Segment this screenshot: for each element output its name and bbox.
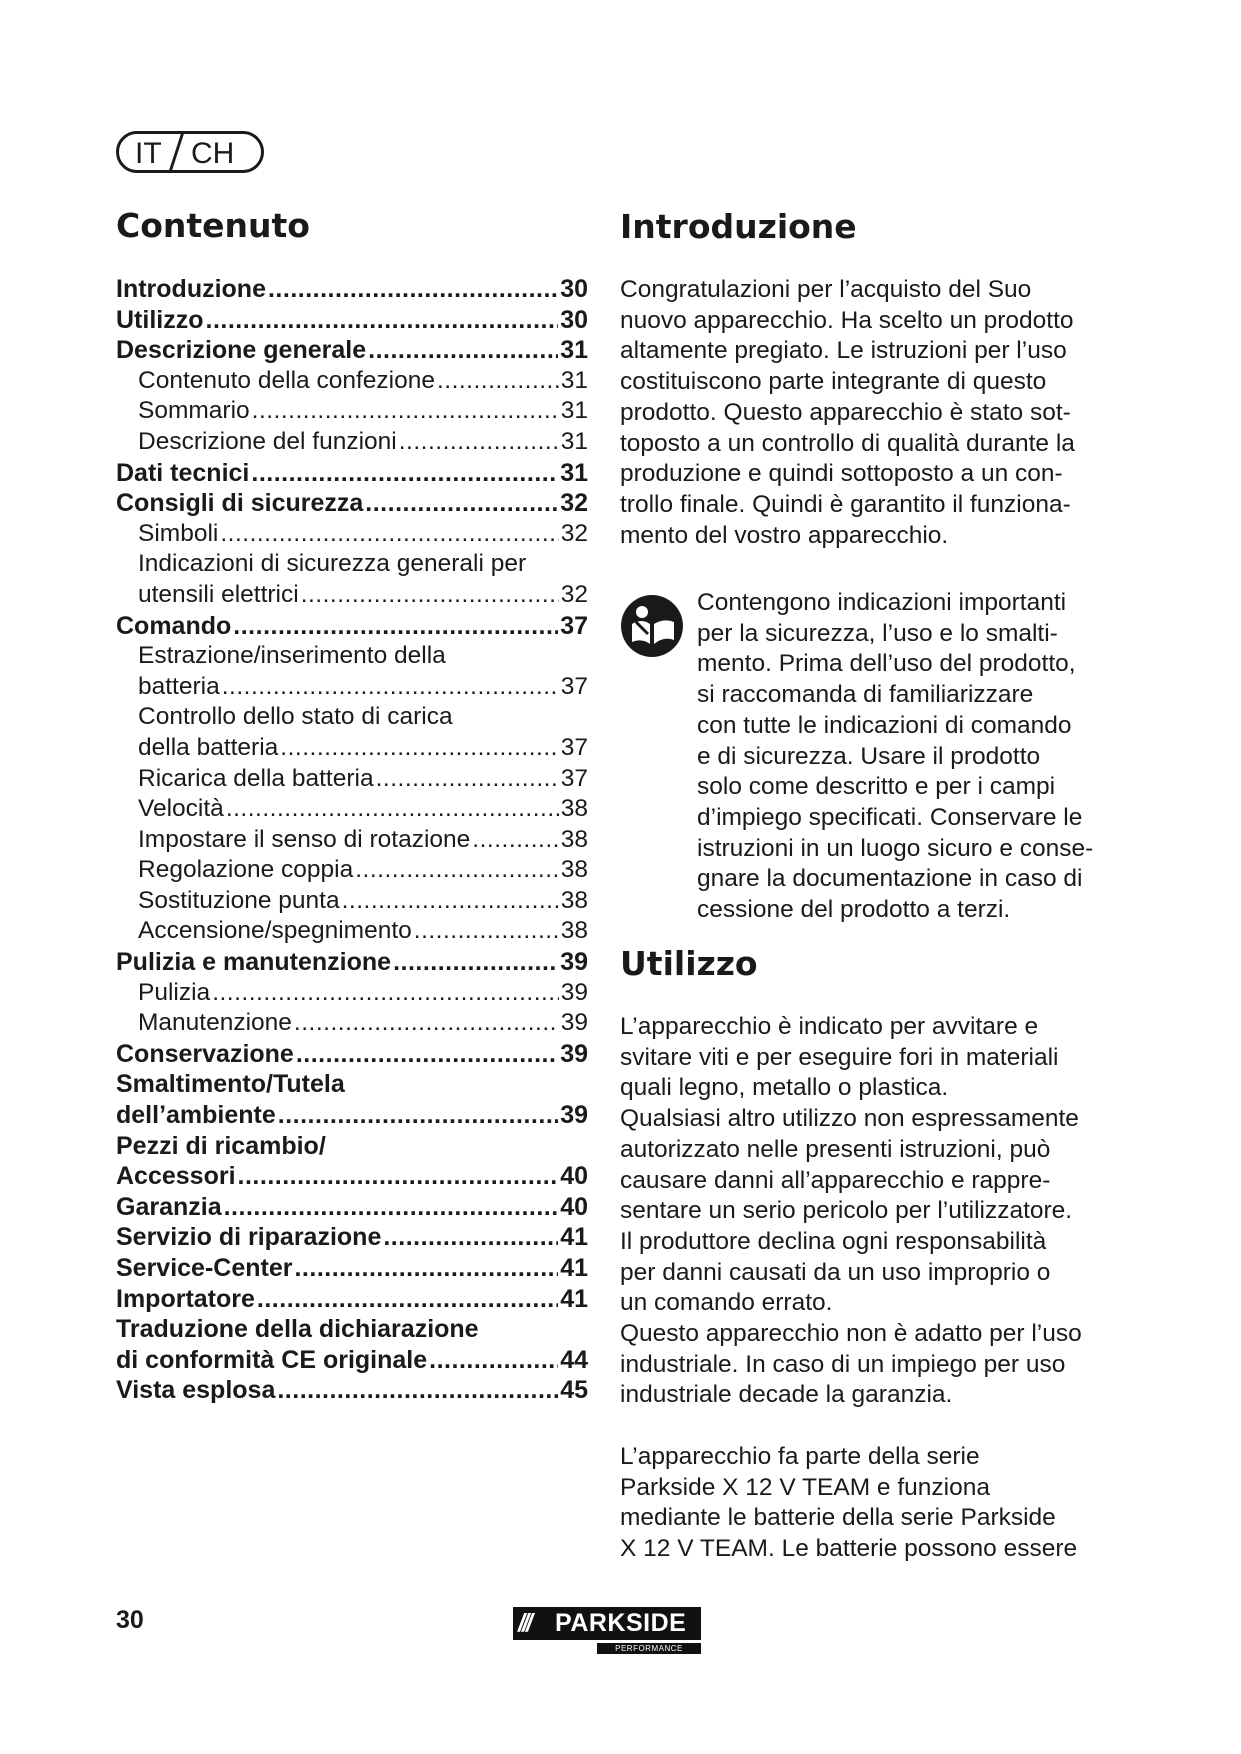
note-text-line: con tutte le indicazioni di comando <box>697 711 1072 739</box>
toc-entry-title: Simboli <box>138 519 219 547</box>
note-text-line: Contengono indicazioni importanti <box>697 589 1067 616</box>
toc-entry <box>116 520 588 551</box>
language-code-it: IT <box>135 137 162 170</box>
toc-entry <box>116 1346 588 1377</box>
toc-dot-leader <box>268 275 558 304</box>
toc-entry-page: 38 <box>560 917 588 945</box>
toc-dot-leader <box>355 856 559 884</box>
toc-dot-leader <box>342 887 559 915</box>
intro-paragraph <box>620 275 1100 551</box>
toc-entry-title: Dati tecnici <box>116 458 250 487</box>
toc-entry-title: della batteria <box>138 733 279 761</box>
toc-entry <box>116 1162 588 1193</box>
toc-dot-leader <box>365 489 558 518</box>
note-text-line: solo come descritto e per i campi <box>697 773 1056 801</box>
toc-dot-leader <box>212 979 559 1007</box>
toc-entry-page: 31 <box>560 366 588 394</box>
toc-entry-page: 39 <box>560 1039 588 1068</box>
toc-dot-leader <box>224 1193 559 1222</box>
toc-entry <box>116 489 588 520</box>
toc-entry-title: Controllo dello stato di carica <box>138 703 453 731</box>
toc-entry-title: Accensione/spegnimento <box>138 917 412 945</box>
toc-entry-page: 37 <box>560 672 588 700</box>
table-of-contents <box>116 275 588 1407</box>
toc-entry <box>116 1132 588 1163</box>
toc-entry-title: utensili elettrici <box>138 580 299 608</box>
use-text-line: X 12 V TEAM. Le batterie possono essere <box>620 1534 1078 1562</box>
read-manual-icon <box>620 594 684 658</box>
toc-dot-leader <box>437 367 559 395</box>
toc-dot-leader <box>206 306 559 335</box>
toc-entry-title: Traduzione della dichiarazione <box>116 1315 479 1344</box>
note-text-line: per la sicurezza, l’uso e lo smalti- <box>697 619 1058 647</box>
toc-entry-page: 32 <box>560 580 588 608</box>
toc-entry-page: 38 <box>560 856 588 884</box>
toc-entry <box>116 1376 588 1407</box>
use-text-line <box>620 1411 1100 1442</box>
toc-entry <box>116 1101 588 1132</box>
toc-entry-title: Pezzi di ricambio/ <box>116 1131 326 1160</box>
toc-entry-page: 32 <box>560 519 588 547</box>
note-text-line: d’impiego specificati. Conservare le <box>697 803 1083 831</box>
toc-entry-title: Accessori <box>116 1162 236 1191</box>
intro-text-line: toposto a un controllo di qualità durante la <box>620 429 1075 457</box>
toc-entry-title: Garanzia <box>116 1192 222 1221</box>
toc-entry-title: di conformità CE originale <box>116 1345 428 1374</box>
logo-bar <box>513 1607 701 1640</box>
toc-entry-title: Conservazione <box>116 1039 294 1068</box>
intro-text-line: Congratulazioni per l’acquisto del Suo <box>620 276 1032 303</box>
use-text-line: mediante le batterie della serie Parkside <box>620 1504 1056 1532</box>
toc-entry-page: 39 <box>560 1009 588 1037</box>
toc-entry <box>116 275 588 306</box>
toc-entry <box>116 1070 588 1101</box>
use-text-line: Questo apparecchio non è adatto per l’uso <box>620 1320 1082 1348</box>
toc-entry-page: 31 <box>560 427 588 455</box>
toc-dot-leader <box>220 520 558 548</box>
toc-dot-leader <box>393 948 558 977</box>
toc-entry-title: Vista esplosa <box>116 1376 276 1405</box>
toc-entry-page: 31 <box>560 336 588 365</box>
toc-entry-title: Sommario <box>138 397 250 425</box>
toc-entry <box>116 703 588 734</box>
toc-entry-title: Introduzione <box>116 275 266 303</box>
use-text-line: causare danni all’apparecchio e rappre- <box>620 1166 1051 1194</box>
toc-entry-title: Comando <box>116 611 232 640</box>
intro-text-line: trollo finale. Quindi è garantito il funziona- <box>620 490 1071 518</box>
toc-entry-page: 37 <box>560 764 588 792</box>
toc-entry-page: 30 <box>560 275 588 303</box>
note-text-line: cessione del prodotto a terzi. <box>697 896 1011 924</box>
toc-entry-page: 38 <box>560 886 588 914</box>
toc-title: Contenuto <box>116 206 310 245</box>
toc-entry <box>116 1315 588 1346</box>
toc-dot-leader <box>238 1162 559 1191</box>
toc-entry-title: Descrizione generale <box>116 336 367 365</box>
toc-dot-leader <box>414 917 559 945</box>
toc-entry-title: Estrazione/inserimento della <box>138 642 446 670</box>
toc-dot-leader <box>277 1376 558 1405</box>
note-text-line: istruzioni in un luogo sicuro e conse- <box>697 834 1094 862</box>
toc-dot-leader <box>301 581 559 609</box>
toc-entry-page: 39 <box>560 948 588 977</box>
toc-entry-title: dell’ambiente <box>116 1101 276 1130</box>
use-text-line: autorizzato nelle presenti istruzioni, può <box>620 1135 1051 1163</box>
toc-entry-title: Impostare il senso di rotazione <box>138 825 471 853</box>
toc-entry-title: Manutenzione <box>138 1009 292 1037</box>
use-text-line: industriale decade la garanzia. <box>620 1381 953 1409</box>
note-text-line: e di sicurezza. Usare il prodotto <box>697 742 1041 770</box>
toc-dot-leader <box>251 459 558 488</box>
toc-entry <box>116 1223 588 1254</box>
toc-entry-page: 38 <box>560 795 588 823</box>
toc-entry-title: Smaltimento/Tutela <box>116 1070 345 1099</box>
toc-entry-page: 41 <box>560 1284 588 1313</box>
toc-dot-leader <box>429 1346 558 1375</box>
use-text-line: L’apparecchio è indicato per avvitare e <box>620 1013 1039 1040</box>
intro-text-line: prodotto. Questo apparecchio è stato sot- <box>620 398 1071 426</box>
toc-dot-leader <box>252 397 559 425</box>
toc-dot-leader <box>296 1040 558 1069</box>
toc-entry <box>116 1009 588 1040</box>
toc-entry-title: Service-Center <box>116 1254 293 1282</box>
intro-text-line: produzione e quindi sottoposto a un con- <box>620 460 1063 488</box>
toc-entry <box>116 826 588 857</box>
intro-text-line: mento del vostro apparecchio. <box>620 521 949 549</box>
toc-entry <box>116 795 588 826</box>
toc-dot-leader <box>233 612 558 641</box>
use-text-line: sentare un serio pericolo per l’utilizzatore. <box>620 1197 1073 1225</box>
toc-entry-page: 38 <box>560 825 588 853</box>
toc-entry-title: Velocità <box>138 795 224 823</box>
toc-entry-page: 40 <box>560 1192 588 1221</box>
toc-dot-leader <box>222 673 559 701</box>
toc-entry <box>116 979 588 1010</box>
toc-entry <box>116 673 588 704</box>
use-text-line: industriale. In caso di un impiego per uso <box>620 1350 1066 1378</box>
use-text-line: quali legno, metallo o plastica. <box>620 1074 949 1102</box>
toc-dot-leader <box>294 1254 558 1283</box>
toc-dot-leader <box>368 336 558 365</box>
toc-entry-title: Descrizione del funzioni <box>138 427 397 455</box>
toc-entry-page: 32 <box>560 489 588 518</box>
toc-entry-page: 39 <box>560 1101 588 1130</box>
note-text-line: si raccomanda di familiarizzare <box>697 681 1034 709</box>
toc-entry <box>116 459 588 490</box>
toc-entry <box>116 428 588 459</box>
toc-entry <box>116 642 588 673</box>
logo-wordmark: PARKSIDE <box>555 1609 687 1637</box>
toc-entry-page: 30 <box>560 305 588 334</box>
intro-title: Introduzione <box>620 207 857 246</box>
toc-dot-leader <box>383 1223 558 1252</box>
toc-entry <box>116 367 588 398</box>
use-text-line: Il produttore declina ogni responsabilità <box>620 1227 1047 1255</box>
toc-entry-page: 39 <box>560 978 588 1006</box>
toc-dot-leader <box>226 795 559 823</box>
toc-entry-title: Indicazioni di sicurezza generali per <box>138 550 527 578</box>
use-text-line: Qualsiasi altro utilizzo non espressamente <box>620 1105 1079 1133</box>
toc-entry-title: Utilizzo <box>116 305 204 334</box>
intro-text-line: altamente pregiato. Le istruzioni per l’uso <box>620 337 1067 365</box>
intro-text-line: costituiscono parte integrante di questo <box>620 368 1047 396</box>
toc-entry <box>116 581 588 612</box>
language-separator <box>168 131 185 173</box>
use-text-line: svitare viti e per eseguire fori in materiali <box>620 1043 1059 1071</box>
toc-entry-title: Sostituzione punta <box>138 886 340 914</box>
toc-entry <box>116 856 588 887</box>
toc-dot-leader <box>257 1285 558 1314</box>
toc-dot-leader <box>278 1101 558 1130</box>
safety-note <box>697 588 1107 926</box>
use-text-line: L’apparecchio fa parte della serie <box>620 1442 980 1470</box>
toc-entry-page: 37 <box>560 733 588 761</box>
page-number: 30 <box>116 1606 144 1634</box>
toc-dot-leader <box>399 428 559 456</box>
note-text-line: gnare la documentazione in caso di <box>697 865 1083 893</box>
toc-entry <box>116 336 588 367</box>
toc-entry <box>116 1193 588 1224</box>
use-text-line: un comando errato. <box>620 1289 833 1317</box>
logo-subtitle: PERFORMANCE <box>597 1643 701 1654</box>
toc-entry-page: 41 <box>560 1223 588 1252</box>
toc-entry <box>116 397 588 428</box>
toc-entry <box>116 948 588 979</box>
parkside-logo <box>513 1607 701 1657</box>
intro-text-line: nuovo apparecchio. Ha scelto un prodotto <box>620 306 1074 334</box>
toc-entry <box>116 765 588 796</box>
toc-entry <box>116 1254 588 1285</box>
toc-entry <box>116 1285 588 1316</box>
use-text-line: per danni causati da un uso improprio o <box>620 1258 1051 1286</box>
toc-entry-title: Ricarica della batteria <box>138 764 374 792</box>
language-code-ch: CH <box>191 137 235 170</box>
toc-entry-page: 31 <box>560 397 588 425</box>
use-paragraph <box>620 1012 1100 1565</box>
logo-slashes: /// <box>518 1609 530 1637</box>
toc-entry <box>116 306 588 337</box>
toc-entry-title: Contenuto della confezione <box>138 366 435 394</box>
toc-entry-title: Servizio di riparazione <box>116 1223 382 1252</box>
toc-entry-page: 41 <box>560 1254 588 1282</box>
toc-dot-leader <box>280 734 558 762</box>
use-title: Utilizzo <box>620 944 758 983</box>
toc-entry-page: 45 <box>560 1376 588 1405</box>
use-text-line: Parkside X 12 V TEAM e funziona <box>620 1473 990 1501</box>
toc-entry-page: 37 <box>560 611 588 640</box>
toc-entry-page: 40 <box>560 1162 588 1191</box>
toc-entry-page: 31 <box>560 458 588 487</box>
language-badge <box>116 131 264 173</box>
toc-entry-title: Regolazione coppia <box>138 856 354 884</box>
toc-entry <box>116 887 588 918</box>
toc-entry-title: Pulizia e manutenzione <box>116 948 392 977</box>
toc-entry <box>116 550 588 581</box>
toc-entry-title: batteria <box>138 672 220 700</box>
toc-entry <box>116 612 588 643</box>
toc-entry <box>116 917 588 948</box>
toc-entry <box>116 734 588 765</box>
toc-entry-title: Importatore <box>116 1284 255 1313</box>
toc-dot-leader <box>472 826 558 854</box>
toc-dot-leader <box>294 1009 559 1037</box>
note-text-line: mento. Prima dell’uso del prodotto, <box>697 650 1076 678</box>
toc-dot-leader <box>376 765 559 793</box>
toc-entry-title: Pulizia <box>138 978 211 1006</box>
toc-entry-page: 44 <box>560 1345 588 1374</box>
toc-entry-title: Consigli di sicurezza <box>116 489 364 518</box>
toc-entry <box>116 1040 588 1071</box>
